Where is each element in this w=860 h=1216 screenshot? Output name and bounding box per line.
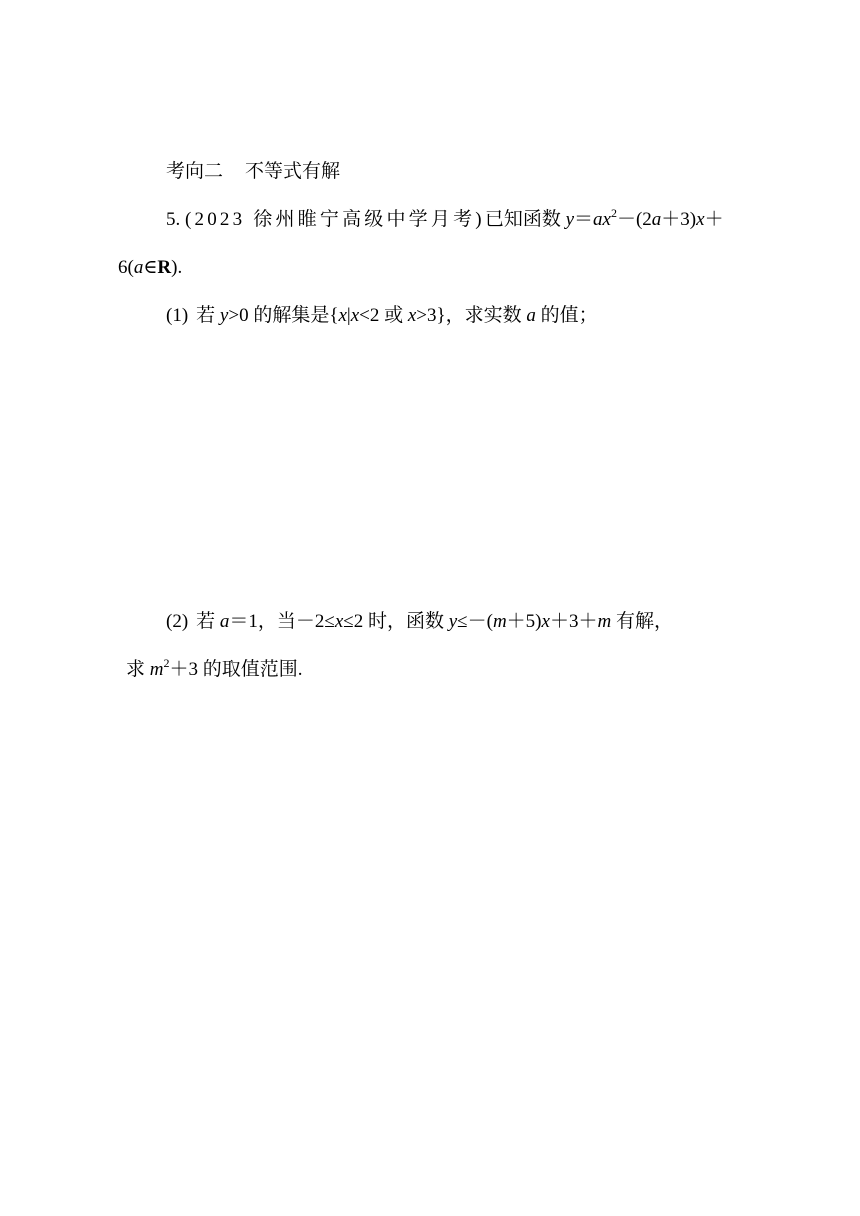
problem-stem-line-1	[166, 208, 724, 232]
section-title: 不等式有解	[245, 161, 341, 182]
problem-source: (2023 徐州睢宁高级中学月考)	[185, 209, 485, 230]
section-heading	[166, 160, 340, 184]
part-1-label: (1)	[166, 305, 189, 326]
problem-stem-line-2: 6(a∈R).	[118, 257, 183, 278]
part-2-label: (2)	[166, 611, 189, 632]
part-1: (1) 若 y>0 的解集是{x|x<2 或 x>3}，求实数 a 的值；	[166, 305, 598, 326]
part-2-line-2: 求 $m^2+3$ 的取值范围.	[126, 656, 303, 680]
part-2-line-1: (2) 若 a＝1，当－2≤x≤2 时，函数 y≤－(m＋5)x＋3＋m 有解，	[166, 611, 673, 632]
problem-number: 5.	[166, 209, 181, 230]
function-expression: $y=ax^2-(2a+3)x+$	[565, 206, 724, 230]
section-label: 考向二	[166, 161, 224, 182]
problem-intro: 已知函数	[484, 209, 561, 230]
